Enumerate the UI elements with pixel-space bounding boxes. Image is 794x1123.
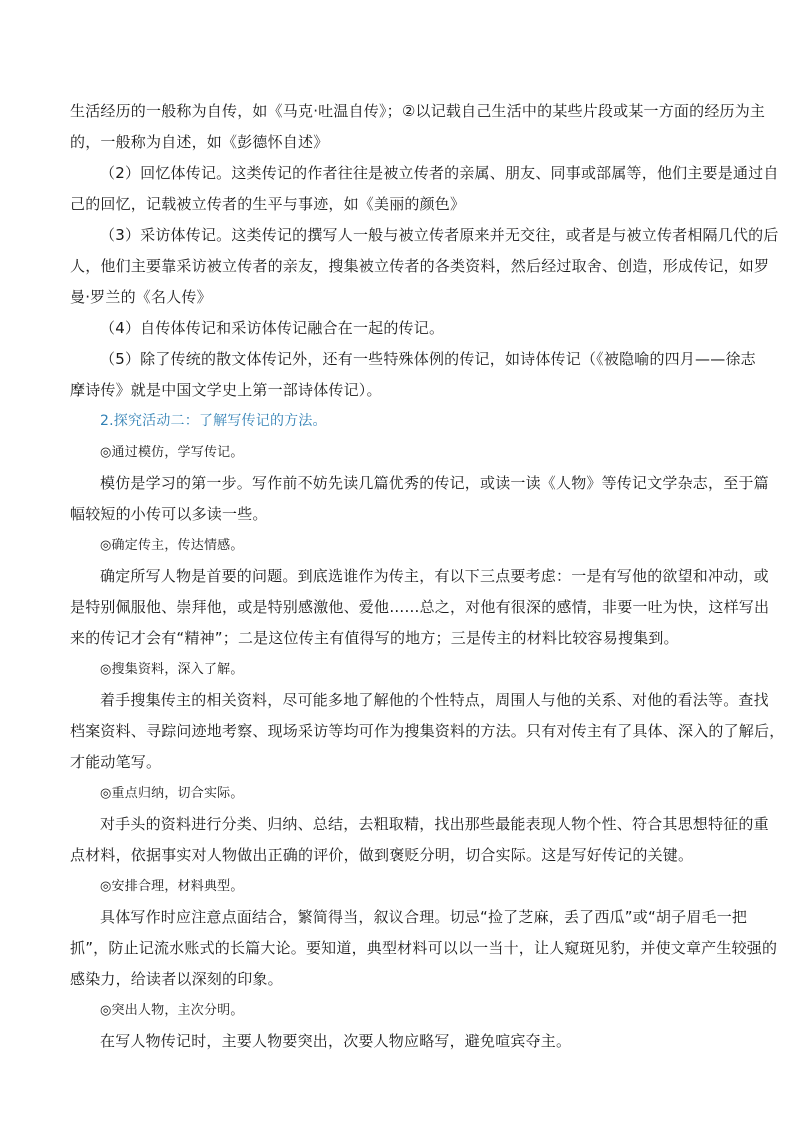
subheading: ◎通过模仿，学写传记。 [100,445,244,460]
text-line: 模仿是学习的第一步。写作前不妨先读几篇优秀的传记，或读一读《人物》等传记文学杂志，至于篇 [100,474,769,492]
text-line: （2）回忆体传记。这类传记的作者往往是被立传者的亲属、朋友、同事或部属等，他们主要是通过自 [100,164,779,182]
text-line: 在写人物传记时，主要人物要突出，次要人物应略写，避免喧宾夺主。 [100,1032,572,1050]
text-line: 人，他们主要靠采访被立传者的亲友，搜集被立传者的各类资料，然后经过取舍、创造，形成传记，如罗 [70,257,770,275]
text-line: 具体写作时应注意点面结合，繁简得当，叙议合理。切忌“捡了芝麻，丢了西瓜”或“胡子眉毛一把 [100,908,748,926]
subheading: ◎搜集资料，深入了解。 [100,662,244,677]
text-line: 幅较短的小传可以多读一些。 [70,505,268,523]
text-line: （3）采访体传记。这类传记的撰写人一般与被立传者原来并无交往，或者是与被立传者相隔几代的后 [100,226,779,244]
text-line: （4）自传体传记和采访体传记融合在一起的传记。 [100,319,445,337]
subheading: ◎确定传主，传达情感。 [100,538,244,553]
text-line: （5）除了传统的散文体传记外，还有一些特殊体例的传记，如诗体传记（《被隐喻的四月——徐志 [100,350,756,368]
text-line: 才能动笔写。 [70,753,162,771]
text-line: 来的传记才会有“精神”；二是这位传主有值得写的地方；三是传主的材料比较容易搜集到。 [70,629,679,647]
text-line: 档案资料、寻踪问迹地考察、现场采访等均可作为搜集资料的方法。只有对传主有了具体、深入的了解后， [70,722,785,740]
section-heading: 2.探究活动二：了解写传记的方法。 [100,413,327,429]
subheading: ◎安排合理，材料典型。 [100,879,244,894]
subheading: ◎突出人物，主次分明。 [100,1003,244,1018]
text-line: 的，一般称为自述，如《彭德怀自述》 [70,133,329,151]
text-line: 摩诗传》就是中国文学史上第一部诗体传记）。 [70,381,382,399]
text-line: 感染力，给读者以深刻的印象。 [70,970,283,988]
text-line: 抓”，防止记流水账式的长篇大论。要知道，典型材料可以以一当十，让人窥斑见豹，并使文章产生较强的 [70,939,778,957]
text-line: 对手头的资料进行分类、归纳、总结，去粗取精，找出那些最能表现人物个性、符合其思想特征的重 [100,815,769,833]
text-line: 己的回忆，记载被立传者的生平与事迹，如《美丽的颜色》 [70,195,466,213]
text-line: 确定所写人物是首要的问题。到底选谁作为传主，有以下三点要考虑：一是有写他的欲望和冲动，或 [100,567,769,585]
subheading: ◎重点归纳，切合实际。 [100,786,244,801]
text-line: 生活经历的一般称为自传，如《马克·吐温自传》；②以记载自己生活中的某些片段或某一方面的经历为主 [70,102,766,120]
document-body [70,96,785,1057]
text-line: 曼·罗兰的《名人传》 [70,288,212,306]
text-line: 是特别佩服他、崇拜他，或是特别感激他、爱他……总之，对他有很深的感情，非要一吐为快，这样写出 [70,598,770,616]
text-line: 点材料，依据事实对人物做出正确的评价，做到褒贬分明，切合实际。这是写好传记的关键。 [70,846,694,864]
text-line: 着手搜集传主的相关资料，尽可能多地了解他的个性特点，周围人与他的关系、对他的看法等。查找 [100,691,769,709]
